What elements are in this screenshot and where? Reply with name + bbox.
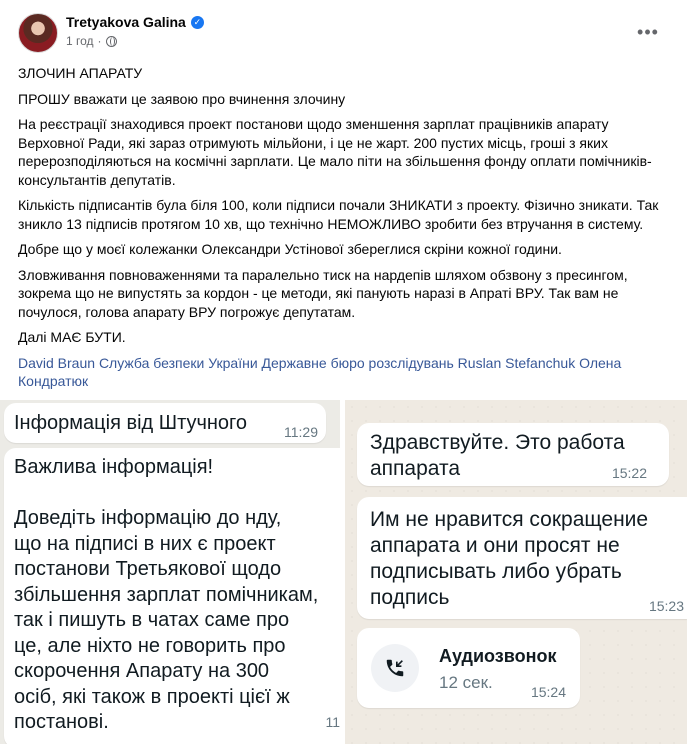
- call-message: [357, 628, 580, 708]
- post-time[interactable]: 1 год: [66, 34, 94, 48]
- message-text: Здравствуйте. Это работа аппарата: [370, 431, 625, 480]
- screenshot-left[interactable]: [0, 400, 340, 744]
- call-duration: 12 сек.: [439, 673, 493, 692]
- post-paragraph: ЗЛОЧИН АПАРАТУ: [18, 65, 143, 81]
- message-time: 11:29: [284, 424, 318, 440]
- chat-message: [357, 497, 687, 619]
- post-text: [18, 64, 670, 398]
- message-time: 11: [325, 714, 340, 730]
- tag-link[interactable]: David Braun: [18, 354, 96, 371]
- post-paragraph: Далі МАЄ БУТИ.: [18, 329, 126, 345]
- author-avatar[interactable]: [18, 13, 58, 53]
- post-header: [18, 13, 670, 57]
- post-paragraph: Кількість підписантів була біля 100, коли підписи почали ЗНИКАТИ з проекту. Фізично зникати. Так зникло 13 підписів протягом 10 хв, що технічно НЕМОЖЛИВО зробити без втручання в систему.: [18, 197, 659, 232]
- post-meta: [66, 34, 117, 48]
- message-text: Важлива інформація! Доведіть інформацію до нду, що на підписі в них є проект постанови Третьякової щодо збільшення зарплат помічникам, так і пишуть в чатах саме про це, але ніхто не говорить про скорочення Апарату на 300 осіб, які також в проекті цієї ж постанові.: [14, 456, 319, 733]
- screenshot-right[interactable]: [345, 400, 687, 744]
- message-time: 15:23: [648, 598, 684, 614]
- post-paragraph: Зловживання повноваженнями та паралельно тиск на нардепів шляхом обзвону з пресингом, зокрема що не випустять за кордон - це методи, які панують наразі в Апраті ВРУ. Так вам не почулося, голова апарату ВРУ погрожує депутатам.: [18, 266, 628, 320]
- meta-separator: ·: [97, 34, 102, 48]
- verified-badge-icon: ✓: [191, 16, 204, 29]
- post-paragraph: ПРОШУ вважати це заявою про вчинення злочину: [18, 90, 346, 107]
- tag-link[interactable]: Державне бюро розслідувань: [261, 354, 454, 371]
- message-text: Інформація від Штучного: [14, 412, 248, 434]
- author-name[interactable]: [66, 14, 204, 30]
- tag-link[interactable]: Ruslan Stefanchuk: [457, 354, 576, 371]
- call-title: Аудиозвонок: [439, 646, 557, 666]
- chat-message: [4, 403, 326, 443]
- message-text: Им не нравится сокращение аппарата и они просят не подписывать либо убрать подпись: [370, 508, 649, 609]
- post-paragraph: Добре що у моєї колежанки Олександри Устінової збереглися скріни кожної години.: [18, 241, 562, 257]
- phone-icon: [384, 657, 406, 679]
- post-tags: [18, 354, 670, 391]
- globe-icon: [106, 36, 117, 47]
- post-paragraph: На реєстрації знаходився проект постанови щодо зменшення зарплат працівників апарату Верховної Ради, які зараз отримують мільйони, і це не жарт. 200 пустих місць, гроші з яких перерозподіляються на космічні зарплати. Це мало піти на збільшення фонду оплати помічників-консультантів депутатів.: [18, 116, 652, 188]
- chat-message: [357, 423, 669, 486]
- chat-message: [4, 448, 340, 744]
- message-time: 15:24: [530, 684, 566, 700]
- missed-call-icon: [371, 644, 419, 692]
- post-images: [0, 400, 687, 744]
- more-options-button[interactable]: •••: [637, 22, 659, 42]
- message-time: 15:22: [611, 465, 647, 481]
- tag-link[interactable]: Олена Кондратюк: [18, 354, 622, 389]
- tag-link[interactable]: Служба безпеки України: [98, 354, 258, 371]
- author-name-text[interactable]: Tretyakova Galina: [66, 14, 186, 30]
